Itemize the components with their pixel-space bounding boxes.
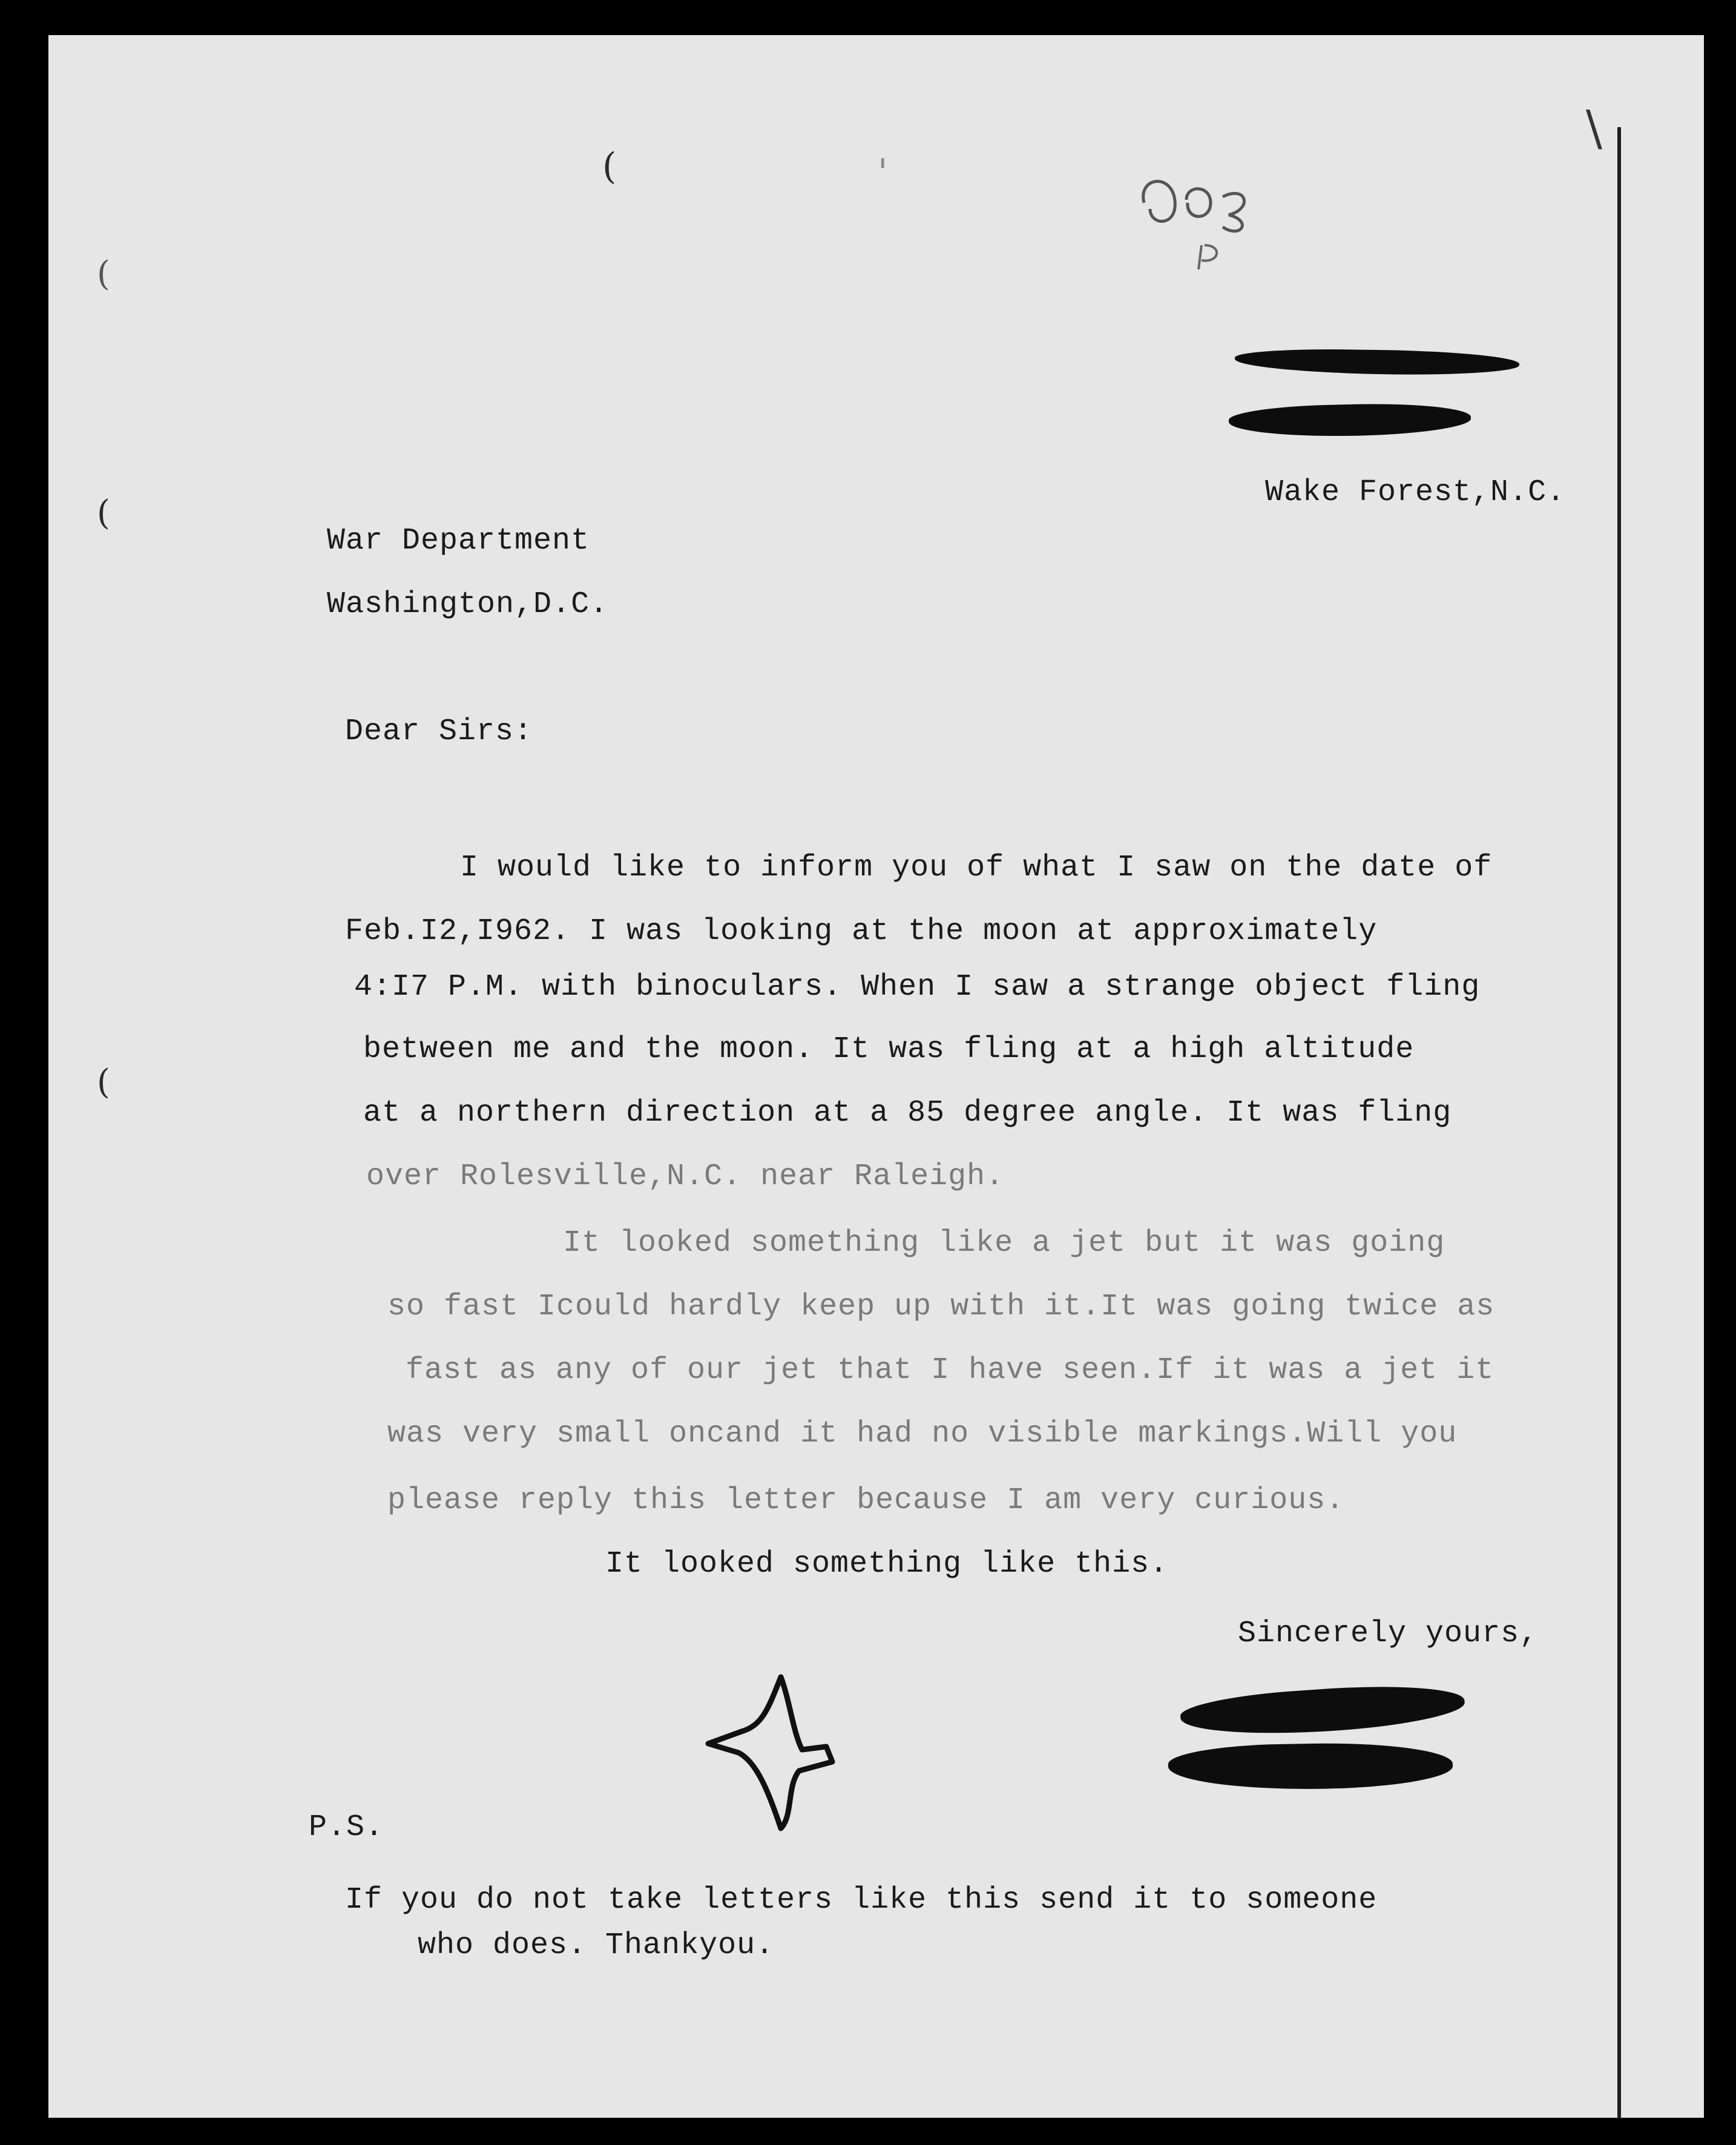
ps-label: P.S. bbox=[309, 1810, 384, 1845]
body-line: please reply this letter because I am very curious. bbox=[387, 1483, 1345, 1518]
body-line: I would like to inform you of what I saw on the date of bbox=[460, 851, 1493, 885]
handwritten-scribble bbox=[1132, 160, 1271, 275]
closing-line: Sincerely yours, bbox=[1238, 1616, 1539, 1651]
ps-line: who does. Thankyou. bbox=[418, 1928, 775, 1963]
scan-mark: \ bbox=[1586, 100, 1602, 156]
letter-page bbox=[48, 35, 1704, 2118]
scan-mark: ' bbox=[878, 151, 888, 194]
page-edge-line bbox=[1617, 127, 1621, 2119]
scan-mark: ( bbox=[97, 1063, 110, 1102]
body-line: between me and the moon. It was fling at a high altitude bbox=[363, 1032, 1415, 1067]
body-line: over Rolesville,N.C. near Raleigh. bbox=[366, 1159, 1005, 1194]
ps-line: If you do not take letters like this send it to someone bbox=[345, 1883, 1378, 1917]
recipient-line: Washington,D.C. bbox=[327, 587, 609, 622]
body-line: at a northern direction at a 85 degree angle. It was fling bbox=[363, 1096, 1452, 1130]
scan-mark: ( bbox=[97, 254, 110, 294]
recipient-line: War Department bbox=[327, 524, 590, 558]
object-sketch bbox=[702, 1671, 841, 1834]
body-line: fast as any of our jet that I have seen.If it was a jet it bbox=[406, 1353, 1494, 1388]
body-line: It looked something like a jet but it was going bbox=[563, 1226, 1445, 1260]
body-line: Feb.I2,I962. I was looking at the moon at approximately bbox=[345, 914, 1378, 949]
body-line: 4:I7 P.M. with binoculars. When I saw a strange object fling bbox=[354, 970, 1481, 1004]
salutation: Dear Sirs: bbox=[345, 714, 533, 749]
scan-mark: ( bbox=[97, 493, 110, 533]
body-line: It looked something like this. bbox=[605, 1547, 1169, 1581]
body-line: was very small oncand it had no visible markings.Will you bbox=[387, 1417, 1458, 1451]
scan-mark: ( bbox=[602, 145, 617, 188]
place-line: Wake Forest,N.C. bbox=[1265, 475, 1566, 510]
body-line: so fast Icould hardly keep up with it.It was going twice as bbox=[387, 1290, 1495, 1324]
